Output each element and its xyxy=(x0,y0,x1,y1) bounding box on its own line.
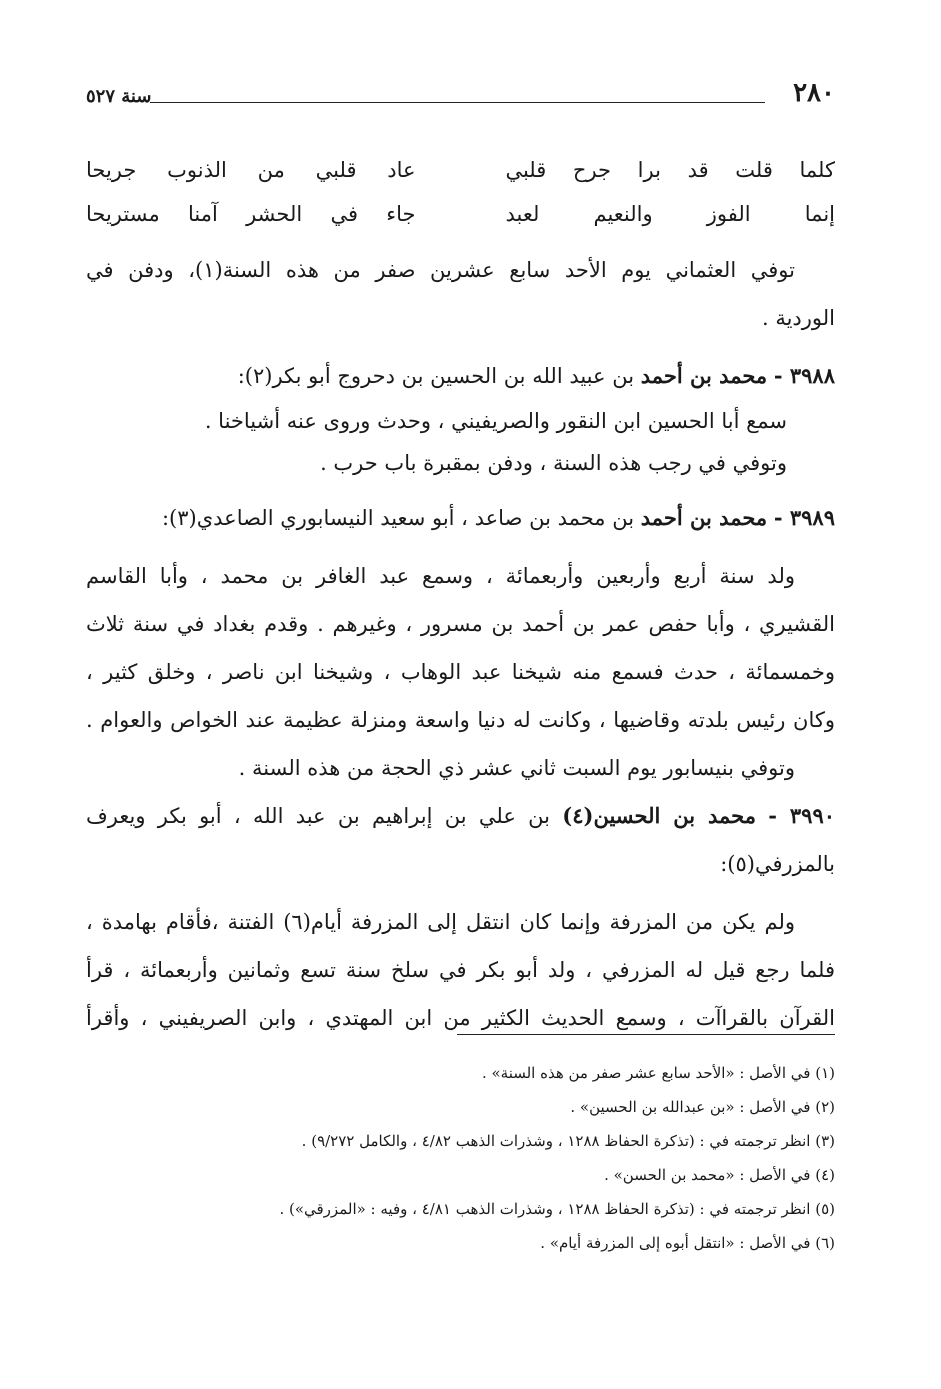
paragraph-line: ولم يكن من المزرفة وإنما كان انتقل إلى المزرفة أيام(٦) الفتنة ،فأقام بهامدة ، xyxy=(86,910,795,934)
verse-line xyxy=(86,192,835,236)
entry-lineage: بن علي بن إبراهيم بن عبد الله ، أبو بكر ويعرف xyxy=(86,804,550,828)
entry-heading xyxy=(86,352,835,400)
entry-number: ٣٩٨٩ - xyxy=(773,505,835,530)
paragraph-line: وتوفي بنيسابور يوم السبت ثاني عشر ذي الحجة من هذه السنة . xyxy=(238,756,795,780)
verse-second-hemistich: جاء في الحشر آمنا مستريحا xyxy=(86,202,416,226)
footnote: (٥) انظر ترجمته في : (تذكرة الحفاظ ١٢٨٨ ، وشذرات الذهب ٤/٨١ ، وفيه : «المزرقي») . xyxy=(279,1200,835,1218)
paragraph-line: الوردية . xyxy=(761,306,835,330)
paragraph-line: سمع أبا الحسين ابن النقور والصريفيني ، وحدث وروى عنه أشياخنا . xyxy=(204,409,787,433)
paragraph-line: وكان رئيس بلدته وقاضيها ، وكانت له دنيا واسعة ومنزلة عظيمة عند الخواص والعوام . xyxy=(86,708,835,732)
entry-lineage: بن عبيد الله بن الحسين بن دحروج أبو بكر(٢): xyxy=(237,364,635,388)
paragraph-line: توفي العثماني يوم الأحد سابع عشرين صفر من هذه السنة(١)، ودفن في xyxy=(86,258,795,282)
running-title: سنة ٥٢٧ xyxy=(86,86,152,107)
entry-name: محمد بن أحمد xyxy=(640,363,768,388)
entry-heading-continuation: بالمزرفي(٥): xyxy=(720,852,835,876)
footnote-rule xyxy=(457,1034,835,1035)
verse-first-hemistich: كلما قلت قد برا جرح قلبي xyxy=(505,158,835,182)
page-header xyxy=(86,76,835,116)
paragraph-line: ولد سنة أربع وأربعين وأربعمائة ، وسمع عبد الغافر بن محمد ، وأبا القاسم xyxy=(86,564,795,588)
entry-heading xyxy=(86,792,835,840)
paragraph-line: وتوفي في رجب هذه السنة ، ودفن بمقبرة باب حرب . xyxy=(320,451,787,475)
entry-name: محمد بن أحمد xyxy=(640,505,768,530)
footnote: (٦) في الأصل : «انتقل أبوه إلى المزرفة أيام» . xyxy=(540,1234,835,1252)
paragraph-line: وخمسمائة ، حدث فسمع منه شيخنا عبد الوهاب ، وشيخنا ابن ناصر ، وخلق كثير ، xyxy=(86,660,835,684)
entry-heading xyxy=(86,494,835,542)
entry-name: محمد بن الحسين(٤) xyxy=(562,803,756,828)
footnotes xyxy=(86,1056,835,1260)
verse-line xyxy=(86,148,835,192)
footnote: (٤) في الأصل : «محمد بن الحسن» . xyxy=(604,1166,835,1184)
footnote: (٣) انظر ترجمته في : (تذكرة الحفاظ ١٢٨٨ ، وشذرات الذهب ٤/٨٢ ، والكامل ٩/٢٧٢) . xyxy=(301,1132,835,1150)
entry-lineage: بن محمد بن صاعد ، أبو سعيد النيسابوري الصاعدي(٣): xyxy=(161,506,635,530)
main-text xyxy=(86,148,835,1042)
paragraph-line: فلما رجع قيل له المزرفي ، ولد أبو بكر في سلخ سنة تسع وثمانين وأربعمائة ، قرأ xyxy=(86,958,835,982)
page-number: ٢٨٠ xyxy=(793,78,835,108)
paragraph-line: القشيري ، وأبا حفص عمر بن أحمد بن مسرور ، وغيرهم . وقدم بغداد في سنة ثلاث xyxy=(86,612,835,636)
paragraph-line: القرآن بالقراآت ، وسمع الحديث الكثير من ابن المهتدي ، وابن الصريفيني ، وأقرأ xyxy=(86,1006,835,1030)
verse-first-hemistich: إنما الفوز والنعيم لعبد xyxy=(505,202,835,226)
verse-second-hemistich: عاد قلبي من الذنوب جريحا xyxy=(86,158,416,182)
footnote: (٢) في الأصل : «بن عبدالله بن الحسين» . xyxy=(570,1098,835,1116)
entry-number: ٣٩٩٠ - xyxy=(768,803,835,828)
entry-number: ٣٩٨٨ - xyxy=(773,363,835,388)
header-rule xyxy=(150,102,765,103)
footnote: (١) في الأصل : «الأحد سابع عشر صفر من هذه السنة» . xyxy=(481,1064,835,1082)
